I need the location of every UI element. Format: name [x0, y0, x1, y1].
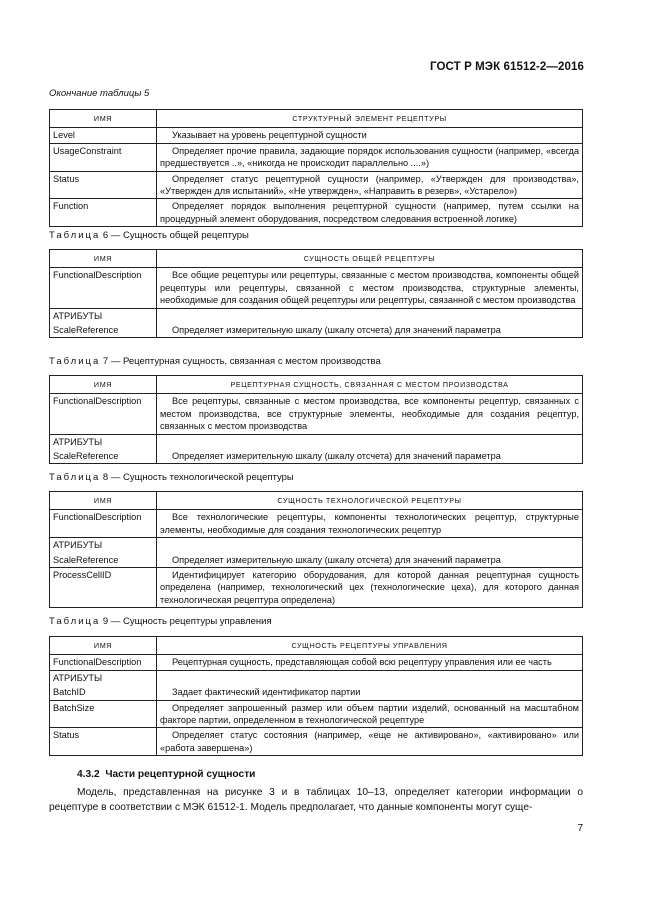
caption-label: Таблица [49, 230, 101, 241]
row-name: ScaleReference [50, 323, 157, 338]
attributes-label: АТРИБУТЫ [50, 434, 157, 449]
column-header-name: ИМЯ [50, 492, 157, 510]
table-row [50, 655, 583, 670]
row-description: Определяет статус рецептурной сущности (например, «Утвержден для производства», «Утвержден для испытаний», «Не утвержден», «Направить в резерв», «Устарело») [157, 171, 583, 199]
row-name: FunctionalDescription [50, 394, 157, 434]
row-description: Определяет порядок выполнения рецептурной сущности (например, путем ссылки на процедурный элемент оборудования, посредством следования встроенной логике) [157, 199, 583, 227]
table-row [50, 538, 583, 553]
table-row [50, 323, 583, 338]
row-name: ProcessCellID [50, 568, 157, 608]
caption-text: 9 — Сущность рецептуры управления [102, 616, 272, 627]
table-row [50, 449, 583, 464]
table-row [50, 171, 583, 199]
table-row [50, 510, 583, 538]
table-8 [49, 491, 583, 608]
column-header-entity: СУЩНОСТЬ РЕЦЕПТУРЫ УПРАВЛЕНИЯ [157, 637, 583, 655]
table-row [50, 128, 583, 143]
row-name: Function [50, 199, 157, 227]
column-header-name: ИМЯ [50, 376, 157, 394]
row-description: Определяет прочие правила, задающие порядок использования сущности (например, «всегда предшествуется ..», «никогда не происходит параллельно ....») [157, 143, 583, 171]
row-name: ScaleReference [50, 553, 157, 568]
column-header-entity: СУЩНОСТЬ ОБЩЕЙ РЕЦЕПТУРЫ [157, 250, 583, 268]
table-row [50, 568, 583, 608]
table-row [50, 728, 583, 756]
table-5 [49, 109, 583, 227]
row-name: Status [50, 728, 157, 756]
attributes-label: АТРИБУТЫ [50, 670, 157, 685]
table-row [50, 143, 583, 171]
table-row [50, 394, 583, 434]
table-row [50, 199, 583, 227]
row-description: Определяет статус состояния (например, «еще не активировано», «активировано» или «работа завершена») [157, 728, 583, 756]
table-6-caption [49, 230, 249, 241]
row-description: Указывает на уровень рецептурной сущности [157, 128, 583, 143]
body-paragraph: Модель, представленная на рисунке 3 и в таблицах 10–13, определяет категории информации о рецептуре в соответствии с МЭК 61512-1. Модель предполагает, что данные компоненты могут суще- [49, 787, 583, 813]
table-header-row [50, 110, 583, 128]
row-description: Определяет запрошенный размер или объем партии изделий, основанный на масштабном факторе партии, определенном в технологической рецептуре [157, 700, 583, 728]
row-name: FunctionalDescription [50, 510, 157, 538]
column-header-name: ИМЯ [50, 110, 157, 128]
table-row [50, 670, 583, 685]
table-header-row [50, 492, 583, 510]
table-7-caption [49, 356, 381, 367]
row-description: Определяет измерительную шкалу (шкалу отсчета) для значений параметра [157, 323, 583, 338]
table-row [50, 700, 583, 728]
table-7 [49, 375, 583, 464]
column-header-element: СТРУКТУРНЫЙ ЭЛЕМЕНТ РЕЦЕПТУРЫ [157, 110, 583, 128]
column-header-name: ИМЯ [50, 250, 157, 268]
row-name: BatchID [50, 685, 157, 700]
row-description: Определяет измерительную шкалу (шкалу отсчета) для значений параметра [157, 449, 583, 464]
table-row [50, 308, 583, 323]
table-header-row [50, 250, 583, 268]
row-name: UsageConstraint [50, 143, 157, 171]
row-name: FunctionalDescription [50, 268, 157, 308]
section-heading [77, 769, 255, 780]
table-header-row [50, 376, 583, 394]
caption-text: 6 — Сущность общей рецептуры [102, 230, 249, 241]
table-continuation-note: Окончание таблицы 5 [49, 88, 150, 99]
caption-label: Таблица [49, 472, 101, 483]
table-row [50, 434, 583, 449]
row-name: Level [50, 128, 157, 143]
table-6 [49, 249, 583, 338]
attributes-label: АТРИБУТЫ [50, 538, 157, 553]
row-name: Status [50, 171, 157, 199]
row-name: BatchSize [50, 700, 157, 728]
row-name: FunctionalDescription [50, 655, 157, 670]
table-row [50, 685, 583, 700]
column-header-name: ИМЯ [50, 637, 157, 655]
section-number: 4.3.2 [77, 769, 100, 780]
row-description: Задает фактический идентификатор партии [157, 685, 583, 700]
row-description: Определяет измерительную шкалу (шкалу отсчета) для значений параметра [157, 553, 583, 568]
table-9 [49, 636, 583, 756]
column-header-entity: РЕЦЕПТУРНАЯ СУЩНОСТЬ, СВЯЗАННАЯ С МЕСТОМ ПРОИЗВОДСТВА [157, 376, 583, 394]
caption-label: Таблица [49, 356, 101, 367]
section-title: Части рецептурной сущности [105, 769, 256, 780]
row-description: Все общие рецептуры или рецептуры, связанные с местом производства, компоненты общей рецептуры или рецептуры, связанной с местом производства, структурные элементы, необходимые для создания общей рецептуры или рецептуры, связанной с местом производства [157, 268, 583, 308]
caption-label: Таблица [49, 616, 101, 627]
table-header-row [50, 637, 583, 655]
table-9-caption [49, 616, 272, 627]
column-header-entity: СУЩНОСТЬ ТЕХНОЛОГИЧЕСКОЙ РЕЦЕПТУРЫ [157, 492, 583, 510]
attributes-label: АТРИБУТЫ [50, 308, 157, 323]
table-row [50, 268, 583, 308]
table-row [50, 553, 583, 568]
document-header: ГОСТ Р МЭК 61512-2—2016 [430, 61, 584, 73]
row-description: Рецептурная сущность, представляющая собой всю рецептуру управления или ее часть [157, 655, 583, 670]
row-description: Все технологические рецептуры, компоненты технологических рецептур, структурные элементы, необходимые для создания технологических рецептур [157, 510, 583, 538]
row-description: Все рецептуры, связанные с местом производства, все компоненты рецептур, связанных с местом производства, все структурные элементы, необходимые для создания рецептур, связанных с местом производства [157, 394, 583, 434]
caption-text: 8 — Сущность технологической рецептуры [102, 472, 294, 483]
table-8-caption [49, 472, 294, 483]
row-description: Идентифицирует категорию оборудования, для которой данная рецептурная сущность определена (например, технологический цех (технологические цеха), для которого данная технологическая рецептура определена) [157, 568, 583, 608]
page-number: 7 [577, 823, 583, 834]
row-name: ScaleReference [50, 449, 157, 464]
caption-text: 7 — Рецептурная сущность, связанная с местом производства [102, 356, 381, 367]
